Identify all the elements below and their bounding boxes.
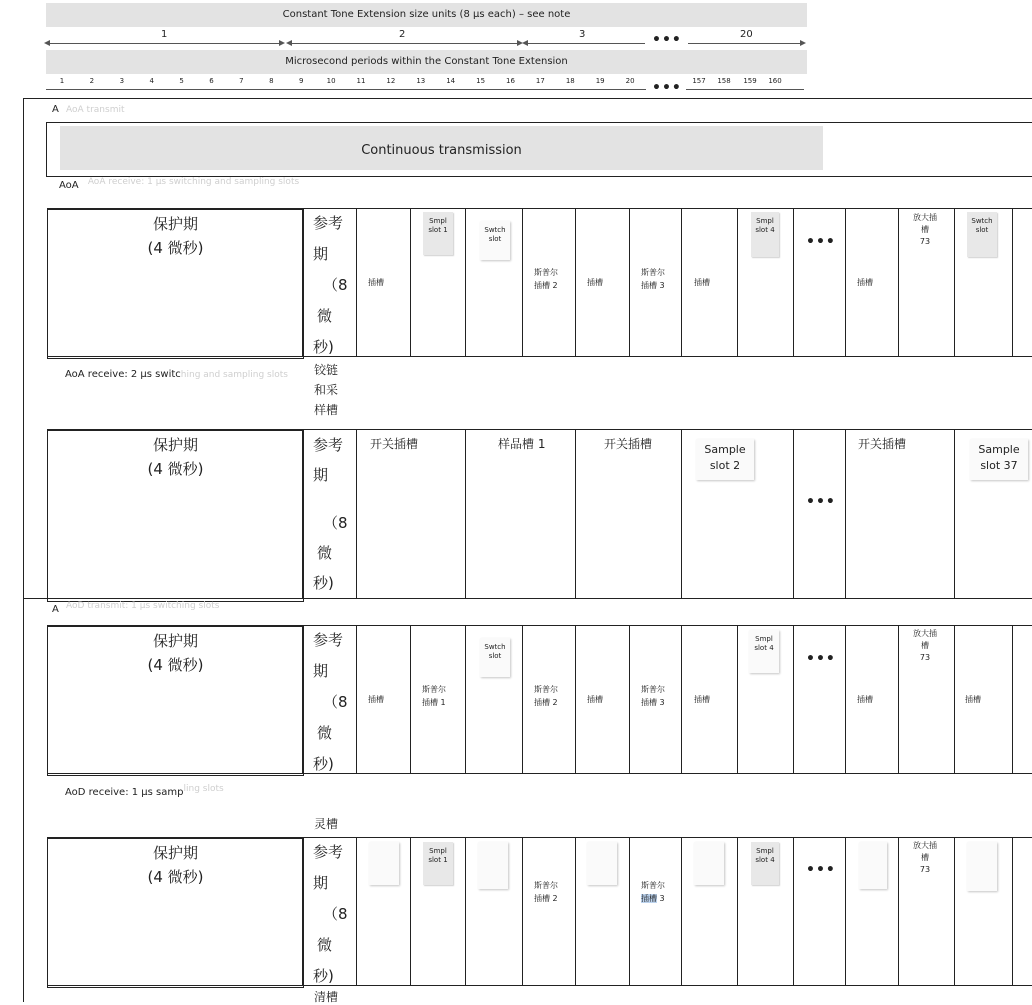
row1-reference-period: 参考 期 （8 微 秒) — [313, 214, 348, 356]
us-period-label: 11 — [356, 77, 366, 85]
us-period-label: 7 — [239, 77, 244, 85]
us-period-label: 160 — [768, 77, 782, 85]
outer-frame-left — [23, 98, 24, 1002]
slot-divider — [954, 625, 955, 773]
us-period-label: 19 — [595, 77, 605, 85]
slot-divider — [410, 625, 411, 773]
row4-guard-period: 保护期 (4 微秒) — [47, 837, 304, 988]
r3-slot-a: 插槽 — [368, 695, 384, 704]
microsecond-title: Microsecond periods within the Constant Tone Extension — [285, 56, 568, 67]
slot-divider — [575, 429, 576, 598]
slot-divider — [302, 429, 303, 598]
r1-slot-b: 插槽 — [587, 278, 603, 287]
slot-divider — [356, 429, 357, 598]
row3-tail-text: 灵槽 — [314, 817, 339, 831]
slot-divider — [1012, 625, 1013, 773]
r2-sample-slot-37: Sample slot 37 — [970, 439, 1028, 480]
row4-tail-text: 清槽 — [314, 990, 339, 1004]
slot-divider — [356, 837, 357, 985]
aod-receive-label: AoD receive: 1 µs sampling slots — [65, 784, 224, 798]
unit-label-2: 2 — [396, 29, 408, 40]
slot-divider — [575, 837, 576, 985]
slot-divider — [302, 625, 303, 773]
row2-bottom-line — [23, 598, 1032, 599]
r3-swtch-slot: Swtch slot — [480, 638, 510, 677]
r2-sample-slot-1: 样品槽 1 — [498, 437, 546, 451]
slot-divider — [1012, 837, 1013, 985]
r4-empty-slot-c — [587, 842, 617, 885]
slot-divider — [465, 625, 466, 773]
slot-divider — [522, 208, 523, 356]
slot-divider — [302, 208, 303, 356]
us-period-label: 159 — [743, 77, 757, 85]
r1-swtch-slot: Swtch slot — [480, 221, 510, 260]
slot-divider — [465, 208, 466, 356]
slot-divider — [793, 208, 794, 356]
unit-label-3: 3 — [576, 29, 588, 40]
row1-guard-period: 保护期 (4 微秒) — [47, 208, 304, 359]
continuous-transmission-band — [60, 126, 823, 170]
row2-reference-period: 参考 期 （8 微 秒) — [313, 436, 348, 592]
r4-smpl-slot-1: Smpl slot 1 — [423, 842, 453, 885]
r4-empty-slot-e — [859, 842, 887, 889]
slot-divider — [629, 625, 630, 773]
row1-top-line — [47, 208, 1032, 209]
slot-divider — [410, 837, 411, 985]
us-period-label: 2 — [89, 77, 95, 85]
outer-frame-top — [23, 98, 1032, 99]
r3-snap-2: 斯普尔 插槽 2 — [534, 685, 558, 707]
slot-divider — [845, 208, 846, 356]
r4-empty-slot-b — [478, 842, 508, 889]
r1-slot-d: 插槽 — [857, 278, 873, 287]
r2-ellipsis: ••• — [806, 494, 836, 510]
us-period-label: 16 — [506, 77, 515, 85]
r4-smpl-slot-4: Smpl slot 4 — [751, 842, 779, 885]
row3-guard-period: 保护期 (4 微秒) — [47, 625, 304, 776]
r4-empty-slot-d — [694, 842, 724, 885]
r1-swtch-slot-end: Swtch slot — [967, 212, 997, 257]
r3-smpl-slot-4: Smpl slot 4 — [749, 630, 779, 673]
us-period-label: 9 — [298, 77, 304, 85]
slot-divider — [465, 429, 466, 598]
r4-snap-2: 斯普尔 插槽 2 — [534, 881, 558, 903]
row1-tail-text: 铰链 和采 样槽 — [314, 363, 339, 417]
slot-divider — [898, 208, 899, 356]
r4-amp-slot-73: 放大插 槽 73 — [913, 841, 937, 874]
size-units-band — [46, 3, 807, 27]
slot-divider — [575, 625, 576, 773]
us-period-label: 10 — [326, 77, 336, 85]
us-period-label: 3 — [119, 77, 125, 85]
r3-slot-e: 插槽 — [965, 695, 981, 704]
us-period-label: 4 — [149, 77, 154, 85]
unit-label-1: 1 — [158, 29, 170, 40]
slot-divider — [1012, 208, 1013, 356]
us-period-label: 18 — [565, 77, 575, 85]
slot-divider — [898, 837, 899, 985]
aoa-transmit-left — [46, 122, 47, 176]
slot-divider — [845, 625, 846, 773]
r4-empty-slot-f — [967, 842, 997, 891]
microsecond-band — [46, 50, 807, 74]
us-period-label: 14 — [446, 77, 456, 85]
us-period-label: 6 — [209, 77, 214, 85]
slot-divider — [845, 837, 846, 985]
us-period-label: 20 — [625, 77, 635, 85]
r1-amp-slot-73: 放大插 槽 73 — [913, 213, 937, 246]
r2-switch-slot-a: 开关插槽 — [370, 437, 419, 451]
row4-bottom-line — [47, 985, 1032, 986]
slot-divider — [954, 208, 955, 356]
r3-slot-d: 插槽 — [857, 695, 873, 704]
aoa-transmit-border — [46, 122, 1032, 123]
slot-divider — [356, 625, 357, 773]
r3-ellipsis: ••• — [806, 651, 836, 667]
slot-divider — [575, 208, 576, 356]
slot-divider — [793, 625, 794, 773]
r2-switch-slot-c: 开关插槽 — [858, 437, 907, 451]
r3-slot-b: 插槽 — [587, 695, 603, 704]
slot-divider — [522, 837, 523, 985]
aoa-transmit-label: A AoA transmit — [52, 104, 125, 115]
r3-slot-c: 插槽 — [694, 695, 710, 704]
r1-ellipsis: ••• — [806, 234, 836, 250]
us-period-label: 8 — [269, 77, 274, 85]
slot-divider — [793, 837, 794, 985]
slot-divider — [522, 625, 523, 773]
r1-smpl-slot-4: Smpl slot 4 — [751, 212, 779, 257]
aod-transmit-label: A AoD transmit: 1 µs switching slots — [52, 601, 220, 615]
slot-divider — [737, 837, 738, 985]
slot-divider — [954, 429, 955, 598]
row4-reference-period: 参考 期 （8 微 秒) — [313, 843, 348, 985]
us-period-label: 12 — [386, 77, 396, 85]
slot-divider — [737, 208, 738, 356]
r3-snap-3: 斯普尔 插槽 3 — [641, 685, 665, 707]
slot-divider — [465, 837, 466, 985]
slot-divider — [793, 429, 794, 598]
slot-divider — [629, 208, 630, 356]
slot-divider — [629, 837, 630, 985]
row2-guard-period: 保护期 (4 微秒) — [47, 429, 304, 602]
slot-divider — [954, 837, 955, 985]
us-period-label: 17 — [535, 77, 545, 85]
slot-divider — [681, 429, 682, 598]
slot-divider — [681, 625, 682, 773]
r4-ellipsis: ••• — [806, 862, 836, 878]
row1-bottom-line — [47, 356, 1032, 357]
us-period-label: 15 — [476, 77, 486, 85]
slot-divider — [302, 837, 303, 985]
slot-divider — [681, 837, 682, 985]
r4-empty-slot-a — [369, 842, 399, 885]
aoa-receive-1-label: AoA AoA receive: 1 µs switching and sampling slots — [59, 177, 300, 191]
slot-divider — [410, 208, 411, 356]
us-period-label: 13 — [416, 77, 426, 85]
aoa-receive-2-label: AoA receive: 2 µs switching and sampling slots — [65, 369, 288, 380]
header-ellipsis-2: ••• — [652, 80, 682, 96]
r1-slot-a: 插槽 — [368, 278, 384, 287]
us-period-label: 5 — [179, 77, 184, 85]
r1-smpl-slot-1: Smpl slot 1 — [423, 212, 453, 255]
r2-switch-slot-b: 开关插槽 — [604, 437, 653, 451]
r1-snap-3: 斯普尔 插槽 3 — [641, 268, 665, 290]
us-period-label: 157 — [692, 77, 706, 85]
r4-snap-3: 斯普尔 插槽 3 — [641, 881, 665, 903]
continuous-transmission-label: Continuous transmission — [361, 143, 522, 158]
header-ellipsis-1: ••• — [652, 32, 682, 48]
r2-sample-slot-2: Sample slot 2 — [696, 439, 754, 480]
slot-divider — [681, 208, 682, 356]
slot-divider — [898, 625, 899, 773]
slot-divider — [356, 208, 357, 356]
us-period-label: 1 — [59, 77, 65, 85]
unit-label-20: 20 — [737, 29, 756, 40]
r3-snap-1: 斯普尔 插槽 1 — [422, 685, 446, 707]
row3-bottom-line — [47, 773, 1032, 774]
slot-divider — [737, 625, 738, 773]
slot-divider — [845, 429, 846, 598]
r1-slot-c: 插槽 — [694, 278, 710, 287]
r3-amp-slot-73: 放大插 槽 73 — [913, 629, 937, 662]
size-units-title: Constant Tone Extension size units (8 µs each) – see note — [282, 9, 571, 20]
r1-snap-2: 斯普尔 插槽 2 — [534, 268, 558, 290]
row3-reference-period: 参考 期 （8 微 秒) — [313, 631, 348, 773]
us-period-label: 158 — [717, 77, 731, 85]
